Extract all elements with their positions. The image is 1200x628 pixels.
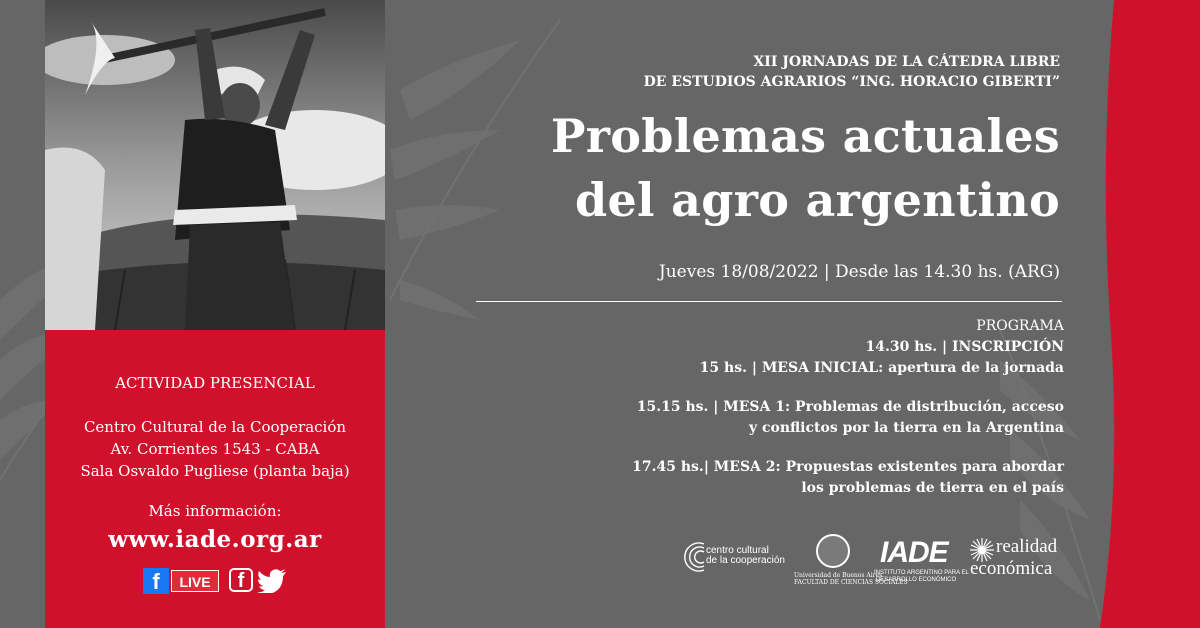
kicker-line: DE ESTUDIOS AGRARIOS “ING. HORACIO GIBERTI”	[643, 74, 1060, 90]
event-series-kicker	[644, 52, 1060, 92]
realidad-economica-logo	[970, 536, 1070, 586]
program-item: 15.15 hs. | MESA 1: Problemas de distribución, acceso	[636, 399, 1064, 415]
social-icons	[143, 566, 293, 596]
re-line1: realidad	[996, 536, 1058, 557]
facebook-outline-icon[interactable]: f	[229, 568, 253, 592]
twitter-icon[interactable]	[257, 569, 287, 593]
program-desc: MESA INICIAL: apertura de la jornada	[761, 360, 1064, 376]
title-line: Problemas actuales	[550, 109, 1060, 163]
program-item: 14.30 hs. | INSCRIPCIÓN	[865, 339, 1064, 355]
program-heading: PROGRAMA	[976, 318, 1064, 334]
program-desc: MESA 1: Problemas de distribución, acceso	[723, 399, 1064, 415]
uba-logo	[794, 532, 908, 592]
venue-address	[45, 416, 385, 482]
facebook-icon[interactable]: f	[143, 568, 169, 594]
program-desc-line2: y conflictos por la tierra en la Argentina	[748, 420, 1064, 436]
event-title	[551, 104, 1060, 232]
more-info-label: Más información:	[148, 502, 282, 520]
program-desc-line2: los problemas de tierra en el país	[801, 480, 1064, 496]
iade-logo	[874, 536, 969, 590]
event-date: Jueves 18/08/2022 | Desde las 14.30 hs. (ARG)	[658, 262, 1060, 282]
ccc-text: centro cultural de la cooperación	[706, 545, 785, 566]
venue-line: Av. Corrientes 1543 - CABA	[110, 440, 320, 458]
iade-mark: IADE	[880, 536, 948, 569]
program-time: 17.45 hs.	[632, 459, 704, 475]
program-schedule	[632, 316, 1064, 499]
title-line: del agro argentino	[575, 173, 1060, 227]
program-time: 14.30 hs.	[865, 339, 938, 355]
divider	[476, 301, 1062, 302]
program-time: 15 hs.	[699, 360, 747, 376]
farmer-photo	[45, 0, 385, 330]
kicker-line: XII JORNADAS DE LA CÁTEDRA LIBRE	[753, 54, 1060, 70]
website-link[interactable]: www.iade.org.ar	[108, 526, 322, 553]
venue-line: Sala Osvaldo Pugliese (planta baja)	[80, 462, 350, 480]
uba-text: Universidad de Buenos Aires FACULTAD DE CIENCIAS SOCIALES	[794, 572, 908, 586]
red-accent-band	[1100, 0, 1200, 628]
centro-cultural-logo	[684, 538, 785, 578]
sponsor-logos	[684, 532, 1074, 594]
activity-type: ACTIVIDAD PRESENCIAL	[115, 374, 315, 392]
uba-seal-icon	[816, 534, 850, 568]
venue-line: Centro Cultural de la Cooperación	[83, 418, 347, 436]
program-time: 15.15 hs.	[636, 399, 709, 415]
facebook-live-badge[interactable]: LIVE	[171, 570, 219, 592]
iade-text: INSTITUTO ARGENTINO PARA EL DESARROLLO ECONÓMICO	[874, 570, 969, 583]
program-item: 17.45 hs.| MESA 2: Propuestas existentes para abordar	[632, 459, 1064, 475]
re-line2: económica	[970, 558, 1053, 579]
program-desc: INSCRIPCIÓN	[952, 339, 1064, 355]
program-desc: MESA 2: Propuestas existentes para abordar	[713, 459, 1064, 475]
program-item: 15 hs. | MESA INICIAL: apertura de la jornada	[699, 360, 1064, 376]
venue-info-panel	[45, 330, 385, 628]
